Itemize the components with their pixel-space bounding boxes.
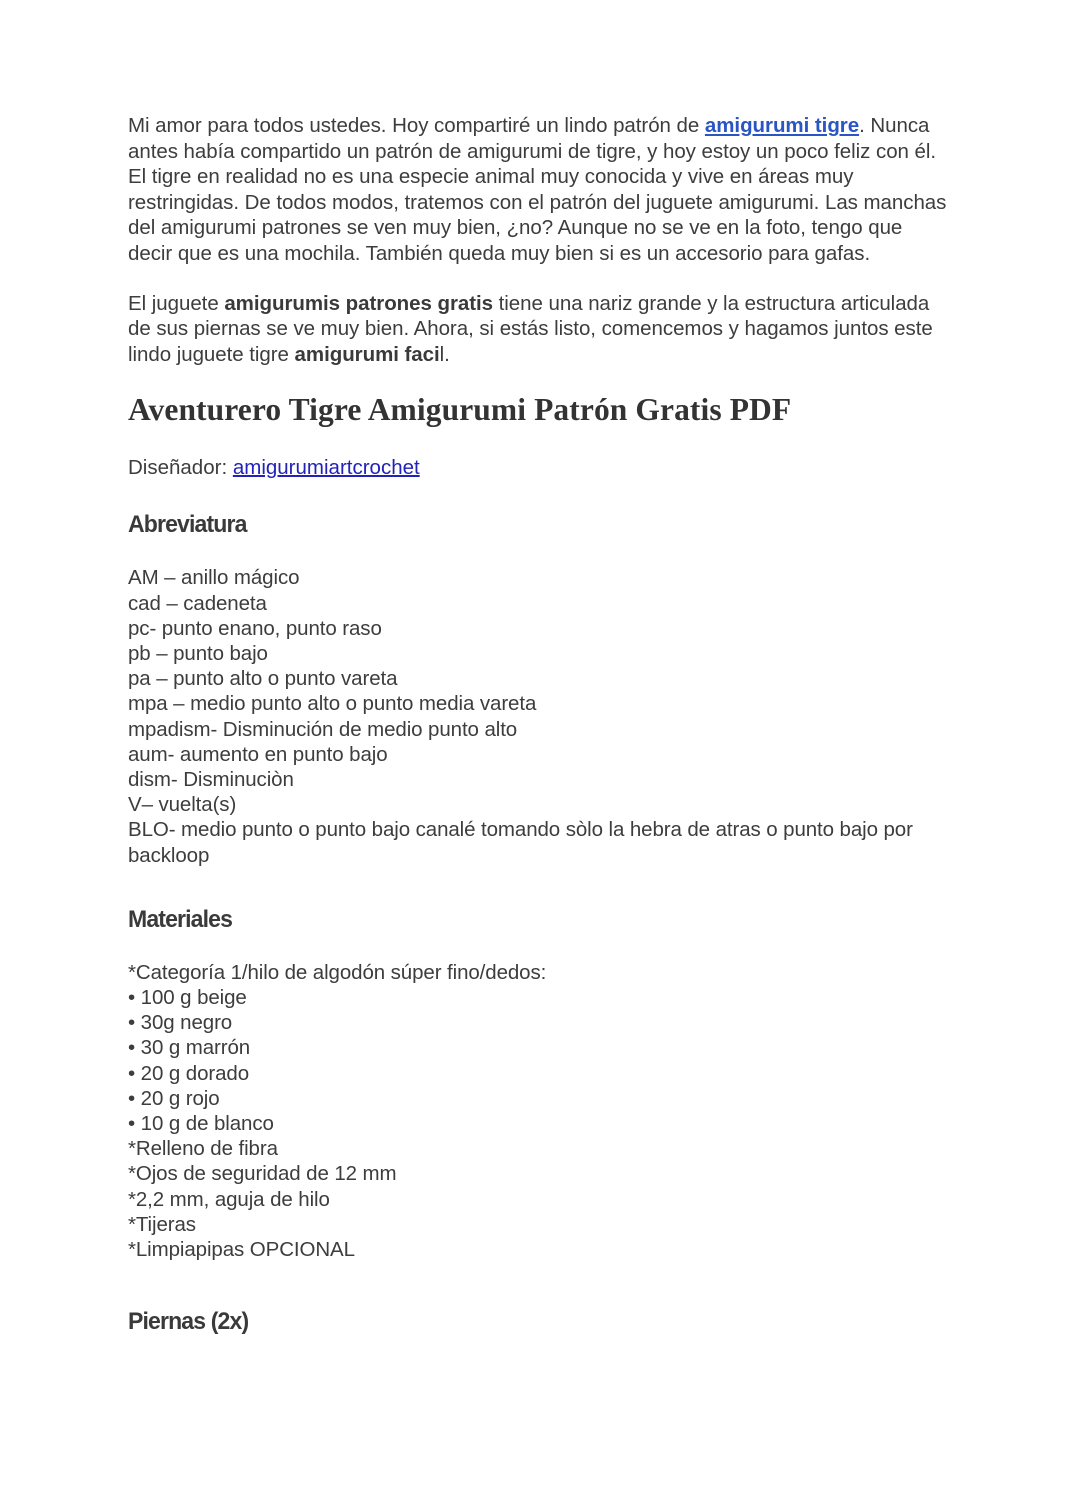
abbreviation-list — [128, 565, 950, 867]
second-paragraph — [128, 291, 950, 368]
abbreviation-line: pb – punto bajo — [128, 641, 268, 665]
section-heading-abreviatura: Abreviatura — [128, 511, 247, 539]
materials-line: *2,2 mm, aguja de hilo — [128, 1187, 330, 1211]
materials-line: • 10 g de blanco — [128, 1112, 274, 1135]
materials-line: *Ojos de seguridad de 12 mm — [128, 1162, 397, 1186]
materials-line: • 100 g beige — [128, 985, 247, 1009]
abbreviation-line: mpa – medio punto alto o punto media vareta — [128, 692, 537, 716]
designer-label: Diseñador: — [128, 456, 233, 480]
abbreviation-line: cad – cadeneta — [128, 591, 267, 615]
designer-link[interactable]: amigurumiartcrochet — [232, 456, 420, 480]
amigurumi-tigre-link[interactable]: amigurumi tigre — [704, 114, 860, 137]
intro-paragraph-text-before-link: Mi amor para todos ustedes. Hoy compartiré un lindo patrón de — [128, 114, 705, 137]
materials-line: • 20 g dorado — [128, 1061, 249, 1085]
abbreviation-line: pa – punto alto o punto vareta — [128, 667, 398, 691]
section-heading-piernas: Piernas (2x) — [128, 1308, 249, 1336]
second-paragraph-part1: El juguete — [128, 291, 225, 315]
materials-line: • 30g negro — [128, 1011, 233, 1035]
abbreviation-line: AM – anillo mágico — [128, 566, 300, 590]
designer-line — [128, 455, 950, 481]
abbreviation-line: aum- aumento en punto bajo — [128, 742, 388, 766]
materials-list — [128, 960, 950, 1262]
materials-line: *Tijeras — [128, 1212, 196, 1236]
abbreviation-line: BLO- medio punto o punto bajo canalé tomando sòlo la hebra de atras o punto bajo por backloop — [128, 818, 919, 867]
bold-amigurumi-facil: amigurumi faci — [294, 342, 440, 366]
materials-line: • 30 g marrón — [128, 1036, 251, 1060]
bold-amigurumis-patrones-gratis: amigurumis patrones gratis — [224, 291, 494, 315]
materials-line: *Categoría 1/hilo de algodón súper fino/dedos: — [128, 960, 547, 984]
document-content — [128, 113, 950, 1362]
abbreviation-line: pc- punto enano, punto raso — [128, 616, 382, 640]
materials-line: • 20 g rojo — [128, 1086, 220, 1110]
abbreviation-line: V– vuelta(s) — [128, 793, 237, 817]
page-title: Aventurero Tigre Amigurumi Patrón Gratis PDF — [128, 392, 792, 428]
second-paragraph-part3: l. — [439, 342, 450, 366]
second-paragraph-part2: tiene una nariz grande y la estructura articulada de sus piernas se ve muy bien. Ahora, si estás listo, comencemos y hagamos juntos este lindo juguete tigre — [128, 291, 933, 366]
materials-line: *Relleno de fibra — [128, 1137, 278, 1161]
intro-paragraph-text-after-link: . Nunca antes había compartido un patrón de amigurumi de tigre, y hoy estoy un poco feliz con él. El tigre en realidad no es una especie animal muy conocida y vive en áreas muy restringidas. De todos modos, tratemos con el patrón del juguete amigurumi. Las manchas del amigurumi patrones se ven muy bien, ¿no? Aunque no se ve en la foto, tengo que decir que es una mochila. También queda muy bien si es un accesorio para gafas. — [128, 114, 947, 265]
materials-line: *Limpiapipas OPCIONAL — [128, 1238, 355, 1262]
abbreviation-line: mpadism- Disminución de medio punto alto — [128, 717, 518, 741]
abbreviation-line: dism- Disminuciòn — [128, 767, 294, 791]
section-heading-materiales: Materiales — [128, 905, 233, 933]
intro-paragraph — [128, 113, 950, 267]
